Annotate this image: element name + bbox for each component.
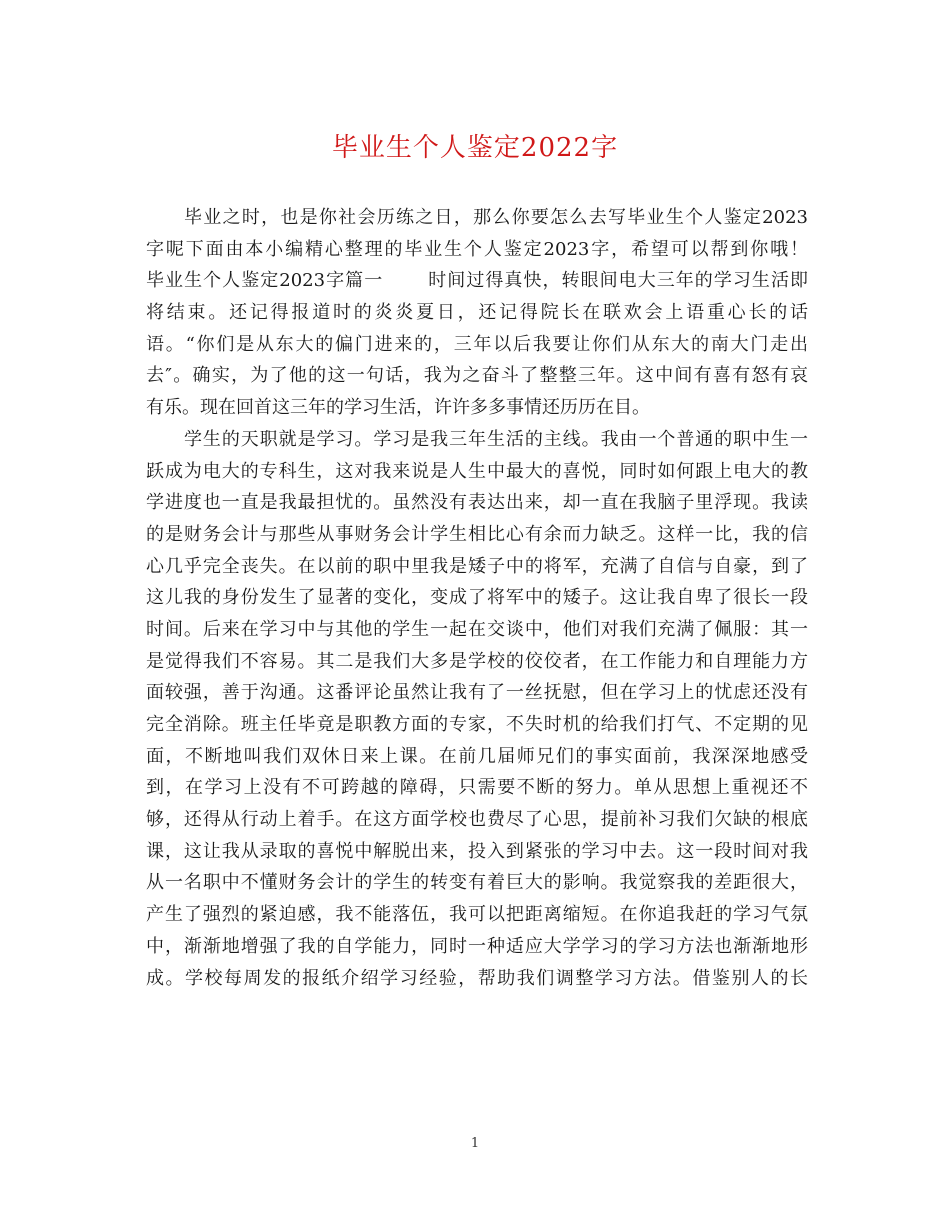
paragraph-line: 毕业之时，也是你社会历练之日，那么你要怎么去写毕业生个人鉴定2023: [184, 207, 808, 228]
paragraph-text: 时间过得真快，转眼间电大三年的学习生活即: [427, 270, 808, 292]
paragraph-line: 有乐。现在回首这三年的学习生活，许许多多事情还历历在目。: [146, 397, 650, 419]
paragraph-line: 字呢下面由本小编精心整理的毕业生个人鉴定2023字，希望可以帮到你哦！: [146, 238, 808, 260]
paragraph-line: 从一名职中不懂财务会计的学生的转变有着巨大的影响。我觉察我的差距很大，: [146, 872, 808, 894]
paragraph-line: 到，在学习上没有不可跨越的障碍，只需要不断的努力。单从思想上重视还不: [146, 777, 808, 799]
document-body: [146, 202, 808, 994]
paragraph-line: 课，这让我从录取的喜悦中解脱出来，投入到紧张的学习中去。这一段时间对我: [146, 840, 808, 862]
paragraph-line: 的是财务会计与那些从事财务会计学生相比心有余而力缺乏。这样一比，我的信: [146, 523, 808, 545]
paragraph-line: 将结束。还记得报道时的炎炎夏日，还记得院长在联欢会上语重心长的话: [146, 302, 808, 324]
paragraph-line: 跃成为电大的专科生，这对我来说是人生中最大的喜悦，同时如何跟上电大的教: [146, 460, 808, 482]
paragraph-line: 产生了强烈的紧迫感，我不能落伍，我可以把距离缩短。在你追我赶的学习气氛: [146, 904, 808, 926]
document-title: 毕业生个人鉴定2022字: [331, 133, 619, 163]
paragraph-line-with-heading: [146, 265, 808, 297]
paragraph-line: 去″。确实，为了他的这一句话，我为之奋斗了整整三年。这中间有喜有怒有哀: [146, 365, 808, 387]
paragraph-line: 是觉得我们不容易。其二是我们大多是学校的佼佼者，在工作能力和自理能力方: [146, 650, 808, 672]
paragraph-line: 时间。后来在学习中与其他的学生一起在交谈中，他们对我们充满了佩服：其一: [146, 618, 808, 640]
paragraph-line: 语。“你们是从东大的偏门进来的，三年以后我要让你们从东大的南大门走出: [146, 333, 808, 355]
paragraph-line: 成。学校每周发的报纸介绍学习经验，帮助我们调整学习方法。借鉴别人的长: [146, 967, 808, 989]
paragraph-line: 中，渐渐地增强了我的自学能力，同时一种适应大学学习的学习方法也渐渐地形: [146, 935, 808, 957]
paragraph-line: 面较强，善于沟通。这番评论虽然让我有了一丝抚慰，但在学习上的忧虑还没有: [146, 682, 808, 704]
section-heading: 毕业生个人鉴定2023字篇一: [146, 270, 384, 292]
paragraph-line: 学进度也一直是我最担忧的。虽然没有表达出来，却一直在我脑子里浮现。我读: [146, 492, 808, 514]
page-number: 1: [470, 1136, 480, 1151]
paragraph-line: 这儿我的身份发生了显著的变化，变成了将军中的矮子。这让我自卑了很长一段: [146, 587, 808, 609]
paragraph-line: 完全消除。班主任毕竟是职教方面的专家，不失时机的给我们打气、不定期的见: [146, 714, 808, 735]
paragraph-line: 够，还得从行动上着手。在这方面学校也费尽了心思，提前补习我们欠缺的根底: [146, 809, 808, 831]
paragraph-line: 学生的天职就是学习。学习是我三年生活的主线。我由一个普通的职中生一: [184, 428, 808, 450]
paragraph-line: 面，不断地叫我们双休日来上课。在前几届师兄们的事实面前，我深深地感受: [146, 745, 808, 767]
paragraph-line: 心几乎完全丧失。在以前的职中里我是矮子中的将军，充满了自信与自豪，到了: [146, 555, 808, 577]
